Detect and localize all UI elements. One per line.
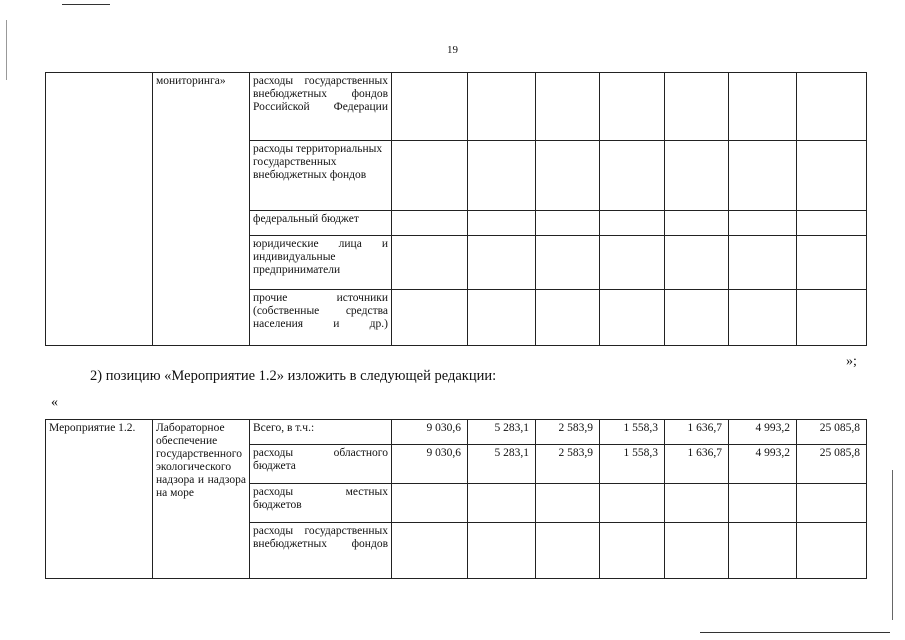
value-cell [468, 484, 536, 523]
scan-line-bottom [700, 632, 890, 633]
value-cell [600, 523, 665, 579]
value-cell [665, 484, 729, 523]
value-cell: 25 085,8 [797, 445, 867, 484]
value-cell: 25 085,8 [797, 420, 867, 445]
value-cell: 4 993,2 [729, 445, 797, 484]
opening-quote: « [51, 395, 58, 410]
row-label: расходы областного бюджета [250, 445, 392, 484]
value-cell: 1 558,3 [600, 445, 665, 484]
activity-cell: мониторинга» [153, 73, 250, 346]
value-cell: 5 283,1 [468, 420, 536, 445]
value-cell [797, 484, 867, 523]
value-cell [729, 484, 797, 523]
value-cell: 1 558,3 [600, 420, 665, 445]
row-label: юридические лица и индивидуальные предприниматели [250, 236, 392, 290]
value-cell: 9 030,6 [392, 420, 468, 445]
measure-cell [46, 73, 153, 346]
measure-cell: Мероприятие 1.2. [46, 420, 153, 579]
row-label: расходы государственных внебюджетных фондов [250, 523, 392, 579]
value-cell [536, 523, 600, 579]
value-cell: 2 583,9 [536, 420, 600, 445]
table-row [46, 73, 867, 141]
description-cell: Лабораторное обеспечение государственного экологического надзора и надзора на море [153, 420, 250, 579]
value-cell: 4 993,2 [729, 420, 797, 445]
value-cell [392, 523, 468, 579]
value-cell [665, 523, 729, 579]
row-label: расходы территориальных государственных внебюджетных фондов [250, 141, 392, 211]
value-cell [600, 484, 665, 523]
page-number: 19 [447, 44, 458, 56]
row-label: расходы государственных внебюджетных фондов Российской Федерации [250, 73, 392, 141]
value-cell: 9 030,6 [392, 445, 468, 484]
scan-line-top [62, 4, 110, 5]
budget-table-measure-1-2 [45, 419, 867, 579]
row-label: Всего, в т.ч.: [250, 420, 392, 445]
value-cell: 5 283,1 [468, 445, 536, 484]
scan-line-right [892, 470, 893, 620]
amendment-instruction: 2) позицию «Мероприятие 1.2» изложить в следующей редакции: [90, 368, 497, 384]
value-cell: 1 636,7 [665, 420, 729, 445]
closing-quote: »; [846, 354, 857, 369]
row-label: федеральный бюджет [250, 211, 392, 236]
value-cell [468, 523, 536, 579]
budget-table-continued [45, 72, 867, 346]
value-cell [797, 523, 867, 579]
value-cell [729, 523, 797, 579]
value-cell [392, 484, 468, 523]
value-cell [536, 484, 600, 523]
row-label: прочие источники (собственные средства населения и др.) [250, 290, 392, 346]
value-cell: 1 636,7 [665, 445, 729, 484]
table-row [46, 420, 867, 445]
value-cell: 2 583,9 [536, 445, 600, 484]
row-label: расходы местных бюджетов [250, 484, 392, 523]
